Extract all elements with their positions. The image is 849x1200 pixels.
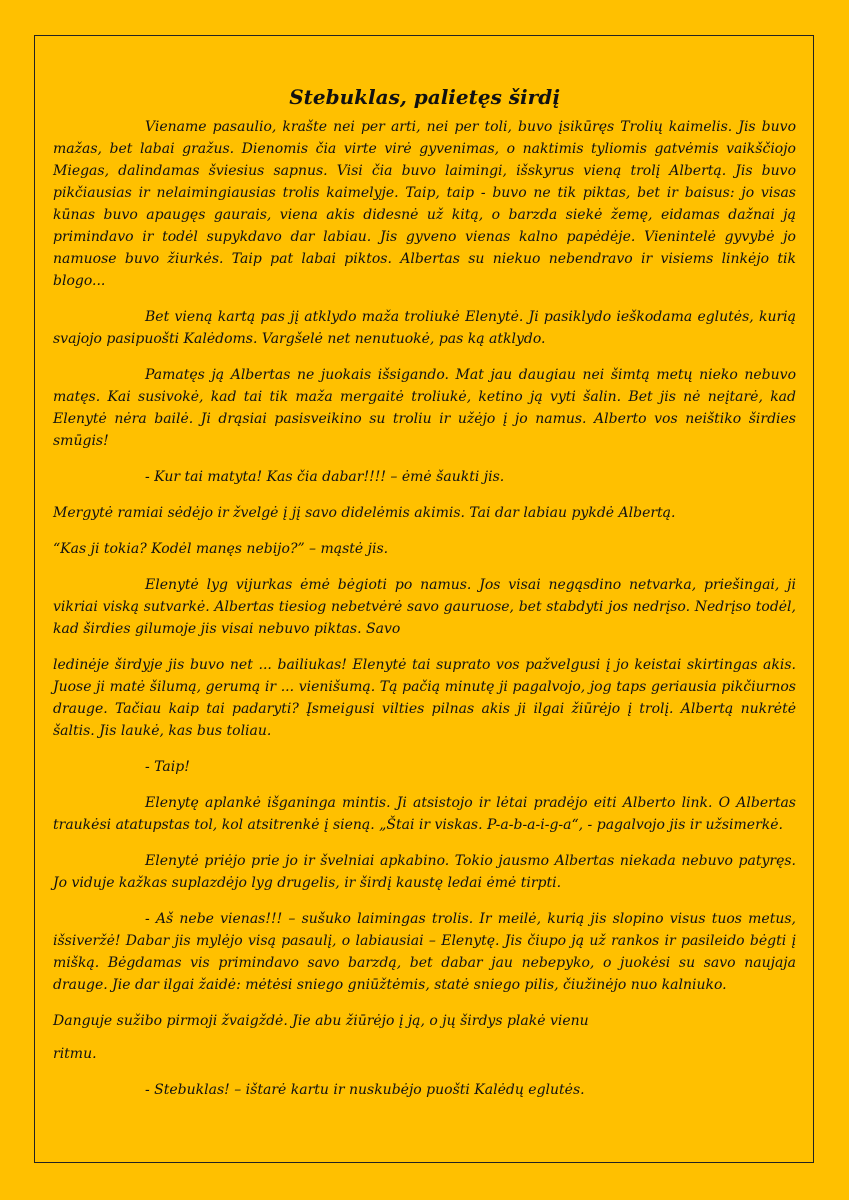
paragraph-12: - Aš nebe vienas!!! – sušuko laimingas trolis. Ir meilė, kurią jis slopino visus tuos metus, išsiveržė! Dabar jis mylėjo visą pasaulį, o labiausiai – Elenytę. Jis čiupo ją už rankos ir pasileido bėgti į mišką. Bėgdamas vis primindavo savo barzdą, bet dabar jau nebepyko, o juokėsi su savo naujaja drauge. Jie dar ilgai žaidė: mėtėsi sniego gniūžtėmis, statė sniego pilis, čiužinėjo nuo kalniuko. (53, 911, 796, 993)
paragraph-8: ledinėje širdyje jis buvo net ... bailiukas! Elenytė tai suprato vos pažvelgusi į jo keistai skirtingas akis. Juose ji matė šilumą, gerumą ir ... vienišumą. Tą pačią minutę ji pagalvojo, jog taps geriausia pikčiurnos drauge. Tačiau kaip tai padaryti? Įsmeigusi vilties pilnas akis ji ilgai žiūrėjo į trolį. Albertą nukrėtė šaltis. Jis laukė, kas bus toliau. (53, 657, 796, 739)
paragraph-2: Bet vieną kartą pas jį atklydo maža troliukė Elenytė. Ji pasiklydo ieškodama eglutės, kurią svajojo pasipuošti Kalėdoms. Vargšelė net nenutuokė, pas ką atklydo. (53, 309, 796, 347)
paragraph-13: Danguje sužibo pirmoji žvaigždė. Jie abu žiūrėjo į ją, o jų širdys plakė vienu (53, 1013, 589, 1029)
paragraph-3: Pamatęs ją Albertas ne juokais išsigando. Mat jau daugiau nei šimtą metų nieko nebuvo matęs. Kai susivokė, kad tai tik maža mergaitė troliukė, ketino ją vyti šalin. Bet jis nė neįtarė, kad Elenytė nėra bailė. Ji drąsiai pasisveikino su troliu ir užėjo į jo namus. Alberto vos neištiko širdies smūgis! (53, 367, 796, 449)
paragraph-6: “Kas ji tokia? Kodėl manęs nebijo?” – mąstė jis. (53, 541, 389, 557)
paragraph-4: - Kur tai matyta! Kas čia dabar!!!! – ėmė šaukti jis. (145, 469, 505, 485)
document-title: Stebuklas, palietęs širdį (289, 85, 560, 109)
paragraph-7: Elenytė lyg vijurkas ėmė bėgioti po namus. Jos visai negąsdino netvarka, priešingai, ji vikriai viską sutvarkė. Albertas tiesiog nebetvėrė savo gauruose, bet stabdyti jos nedrįso. Nedrįso todėl, kad širdies gilumoje jis visai nebuvo piktas. Savo (53, 577, 796, 637)
paragraph-11: Elenytė priėjo prie jo ir švelniai apkabino. Tokio jausmo Albertas niekada nebuvo patyręs. Jo viduje kažkas suplazdėjo lyg drugelis, ir širdį kaustę ledai ėmė tirpti. (53, 853, 796, 891)
paragraph-15: - Stebuklas! – ištarė kartu ir nuskubėjo puošti Kalėdų eglutės. (145, 1082, 585, 1098)
paragraph-1: Viename pasaulio, krašte nei per arti, nei per toli, buvo įsikūręs Trolių kaimelis. Jis buvo mažas, bet labai gražus. Dienomis čia virte virė gyvenimas, o naktimis tyliomis gatvėmis vaikščiojo Miegas, dalindamas šviesius sapnus. Visi čia buvo laimingi, išskyrus vieną trolį Albertą. Jis buvo pikčiausias ir nelaimingiausias trolis kaimelyje. Taip, taip - buvo ne tik piktas, bet ir baisus: jo visas kūnas buvo apaugęs gaurais, viena akis didesnė už kitą, o barzda siekė žemę, eidamas dažnai ją primindavo ir todėl supykdavo dar labiau. Jis gyveno vienas kalno papėdėje. Vienintelė gyvybė jo namuose buvo žiurkės. Taip pat labai piktos. Albertas su niekuo nebendravo ir visiems linkėjo tik blogo... (53, 119, 796, 289)
paragraph-14: ritmu. (53, 1046, 97, 1062)
paragraph-10: Elenytę aplankė išganinga mintis. Ji atsistojo ir lėtai pradėjo eiti Alberto link. O Albertas traukėsi atatupstas tol, kol atsitrenkė į sieną. „Štai ir viskas. P-a-b-a-i-g-a“, - pagalvojo jis ir užsimerkė. (53, 795, 796, 833)
document-body (53, 84, 796, 1115)
paragraph-5: Mergytė ramiai sėdėjo ir žvelgė į jį savo didelėmis akimis. Tai dar labiau pykdė Albertą. (53, 505, 676, 521)
paragraph-9: - Taip! (145, 759, 190, 775)
